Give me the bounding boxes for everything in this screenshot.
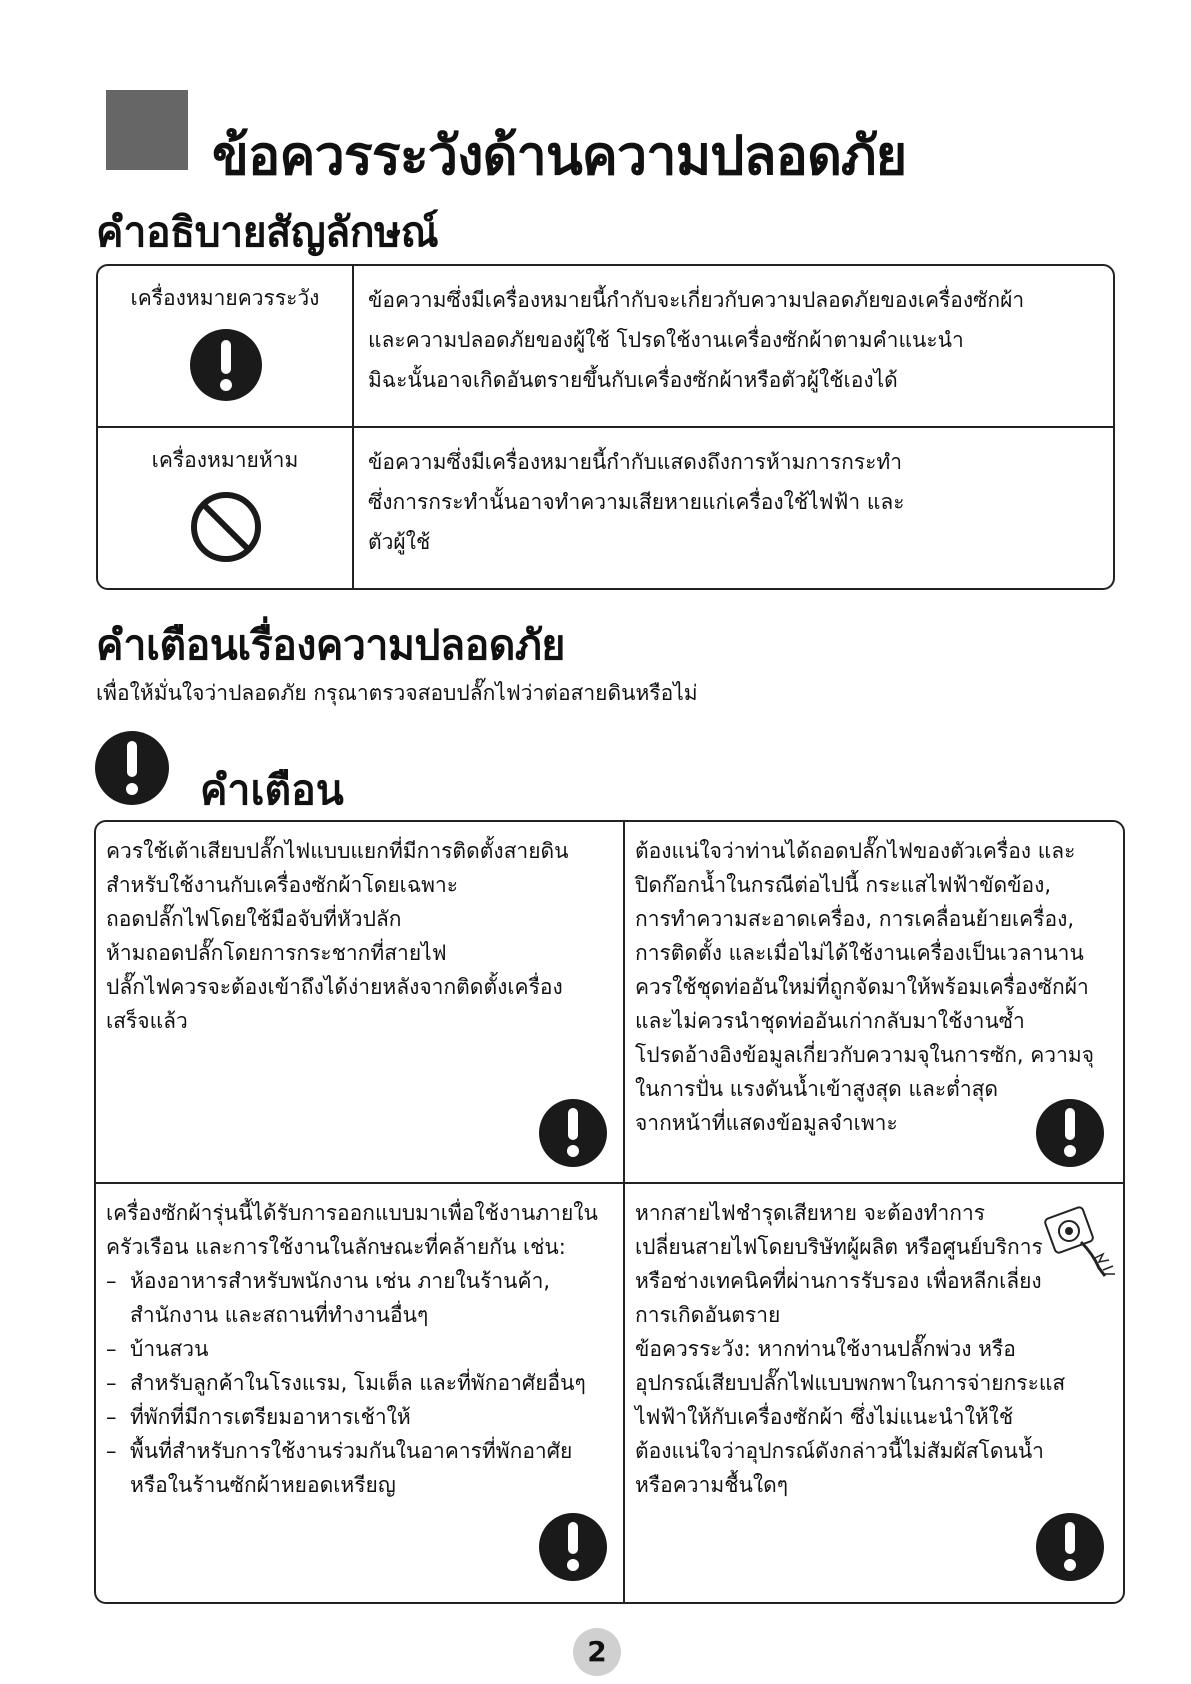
exclamation-circle-icon — [538, 1512, 608, 1582]
list-item: – บ้านสวน — [106, 1337, 209, 1361]
symbol-description: ข้อความซึ่งมีเครื่องหมายนี้กำกับแสดงถึงการห้ามการกระทำ ซึ่งการกระทำนั้นอาจทำความเสียหายแก่เครื่องใช้ไฟฟ้า และ ตัวผู้ใช้ — [368, 450, 905, 554]
symbol-row-prohibited — [98, 428, 1113, 588]
symbols-table — [96, 264, 1115, 590]
damaged-plug-icon — [1043, 1202, 1121, 1284]
exclamation-circle-icon — [1035, 1098, 1105, 1168]
exclamation-circle-icon — [538, 1098, 608, 1168]
page-number: 2 — [573, 1628, 621, 1676]
warnings-grid — [94, 820, 1125, 1604]
list-item: – พื้นที่สำหรับการใช้งานร่วมกันในอาคารที่พักอาศัย — [106, 1439, 573, 1463]
warning-title: คำเตือน — [200, 766, 344, 814]
symbol-row-caution — [98, 266, 1113, 428]
symbol-label: เครื่องหมายควรระวัง — [130, 286, 320, 310]
list-item: – ห้องอาหารสำหรับพนักงาน เช่น ภายในร้านค้า, — [106, 1269, 551, 1293]
symbols-heading: คำอธิบายสัญลักษณ์ — [96, 208, 439, 256]
warning-cell-outlet: ควรใช้เต้าเสียบปลั๊กไฟแบบแยกที่มีการติดตั้งสายดิน สำหรับใช้งานกับเครื่องซักผ้าโดยเฉพาะ ถอดปลั๊กไฟโดยใช้มือจับที่หัวปลัก ห้ามถอดปลั๊กโดยการกระชากที่สายไฟ ปลั๊กไฟควรจะต้องเข้าถึงได้ง่ายหลังจากติดตั้งเครื่อง เสร็จแล้ว — [96, 822, 625, 1184]
section-marker-square — [106, 90, 188, 170]
warning-cell-power-cord: หากสายไฟชำรุดเสียหาย จะต้องทำการ เปลี่ยนสายไฟโดยบริษัทผู้ผลิต หรือศูนย์บริการ หรือช่างเทคนิคที่ผ่านการรับรอง เพื่อหลีกเลี่ยง การเกิดอันตราย ข้อควรระวัง: หากท่านใช้งานปลั๊กพ่วง หรือ อุปกรณ์เสียบปลั๊กไฟแบบพกพาในการจ่ายกระแส ไฟฟ้าให้กับเครื่องซักผ้า ซึ่งไม่แนะนำให้ใช้ ต้องแน่ใจว่าอุปกรณ์ดังกล่าวนี้ไม่สัมผัสโดนน้ำ หรือความชื้นใดๆ — [625, 1184, 1123, 1602]
symbol-description: ข้อความซึ่งมีเครื่องหมายนี้กำกับจะเกี่ยวกับความปลอดภัยของเครื่องซักผ้า และความปลอดภัยของผู้ใช้ โปรดใช้งานเครื่องซักผ้าตามคำแนะนำ มิฉะนั้นอาจเกิดอันตรายขึ้นกับเครื่องซักผ้าหรือตัวผู้ใช้เองได้ — [368, 288, 1025, 392]
exclamation-circle-icon — [189, 328, 263, 402]
warning-cell-household-use: เครื่องซักผ้ารุ่นนี้ได้รับการออกแบบมาเพื่อใช้งานภายใน ครัวเรือน และการใช้งานในลักษณะที่คล้ายกัน เช่น: – ห้องอาหารสำหรับพนักงาน เช่น ภายในร้านค้า, สำนักงาน และสถานที่ทำงานอื่นๆ – บ้านสวน – สำหรับลูกค้าในโรงแรม, โมเต็ล และที่พักอาศัยอื่นๆ – ที่พักที่มีการเตรียมอาหารเช้าให้ – พื้นที่สำหรับการใช้งานร่วมกันในอาคารที่พักอาศัย หรือในร้านซักผ้าหยอดเหรียญ — [96, 1184, 625, 1602]
safety-heading: คำเตือนเรื่องความปลอดภัย — [96, 621, 565, 669]
safety-intro: เพื่อให้มั่นใจว่าปลอดภัย กรุณาตรวจสอบปลั๊กไฟว่าต่อสายดินหรือไม่ — [96, 681, 698, 705]
list-item: – สำหรับลูกค้าในโรงแรม, โมเต็ล และที่พักอาศัยอื่นๆ — [106, 1371, 586, 1395]
list-item: – ที่พักที่มีการเตรียมอาหารเช้าให้ — [106, 1405, 411, 1429]
exclamation-circle-icon — [1035, 1512, 1105, 1582]
symbol-label: เครื่องหมายห้าม — [151, 448, 299, 472]
prohibited-icon — [189, 490, 263, 564]
page-title: ข้อควรระวังด้านความปลอดภัย — [212, 124, 907, 187]
exclamation-circle-icon — [94, 730, 170, 806]
warning-cell-unplug: ต้องแน่ใจว่าท่านได้ถอดปลั๊กไฟของตัวเครื่อง และ ปิดก๊อกน้ำในกรณีต่อไปนี้ กระแสไฟฟ้าขัดข้อง, การทำความสะอาดเครื่อง, การเคลื่อนย้ายเครื่อง, การติดตั้ง และเมื่อไม่ได้ใช้งานเครื่องเป็นเวลานาน ควรใช้ชุดท่ออันใหม่ที่ถูกจัดมาให้พร้อมเครื่องซักผ้า และไม่ควรนำชุดท่ออันเก่ากลับมาใช้งานซ้ำ โปรดอ้างอิงข้อมูลเกี่ยวกับความจุในการซัก, ความจุ ในการปั่น แรงดันน้ำเข้าสูงสุด และต่ำสุด จากหน้าที่แสดงข้อมูลจำเพาะ — [625, 822, 1123, 1184]
